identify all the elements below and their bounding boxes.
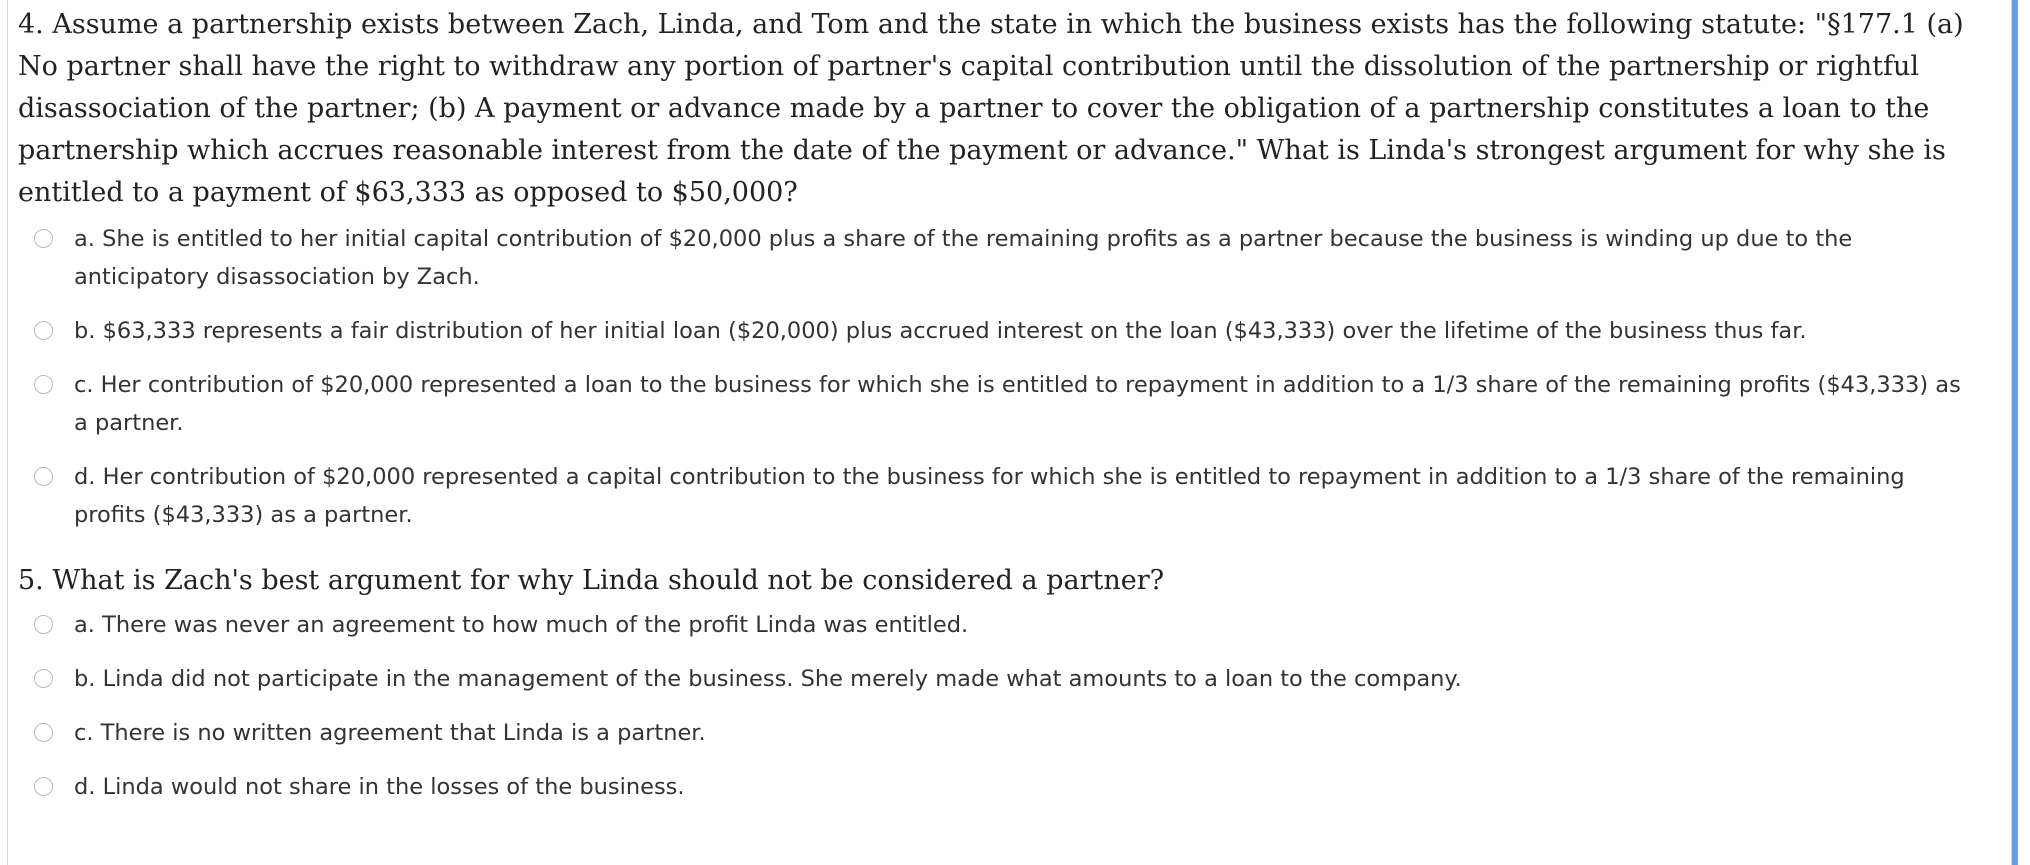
option-label: c. Her contribution of $20,000 represented a loan to the business for which she is entitled to repayment in addition to a 1/3 share of the remaining profits ($43,333) as a partner. bbox=[74, 372, 1961, 436]
radio-button[interactable] bbox=[34, 375, 53, 394]
radio-button[interactable] bbox=[34, 321, 53, 340]
question-4-option-a[interactable] bbox=[18, 220, 1998, 296]
option-label: c. There is no written agreement that Linda is a partner. bbox=[74, 720, 706, 746]
scrollbar-accent bbox=[2012, 0, 2018, 865]
radio-button[interactable] bbox=[34, 777, 53, 796]
question-5-option-b[interactable] bbox=[18, 660, 1998, 698]
radio-button[interactable] bbox=[34, 467, 53, 486]
question-5-text: 5. What is Zach's best argument for why Linda should not be considered a partner? bbox=[18, 565, 1165, 596]
question-4-option-b[interactable] bbox=[18, 312, 1998, 350]
question-4-text: 4. Assume a partnership exists between Zach, Linda, and Tom and the state in which the business exists has the following statute: "§177.1 (a) No partner shall have the right to withdraw any portion of partner's capital contribution until the dissolution of the partnership or rightful disassociation of the partner; (b) A payment or advance made by a partner to cover the obligation of a partnership constitutes a loan to the partnership which accrues reasonable interest from the date of the payment or advance." What is Linda's strongest argument for why she is entitled to a payment of $63,333 as opposed to $50,000? bbox=[18, 9, 1964, 208]
question-5 bbox=[18, 560, 1998, 822]
question-5-option-c[interactable] bbox=[18, 714, 1998, 752]
question-5-option-d[interactable] bbox=[18, 768, 1998, 806]
question-4-options bbox=[18, 220, 1998, 534]
option-label: d. Her contribution of $20,000 represented a capital contribution to the business for which she is entitled to repayment in addition to a 1/3 share of the remaining profits ($43,333) as a partner. bbox=[74, 464, 1905, 528]
question-5-option-a[interactable] bbox=[18, 606, 1998, 644]
option-label: b. Linda did not participate in the management of the business. She merely made what amounts to a loan to the company. bbox=[74, 666, 1462, 692]
question-4-option-c[interactable] bbox=[18, 366, 1998, 442]
radio-button[interactable] bbox=[34, 723, 53, 742]
option-label: a. There was never an agreement to how much of the profit Linda was entitled. bbox=[74, 612, 969, 638]
option-label: d. Linda would not share in the losses of the business. bbox=[74, 774, 685, 800]
option-label: b. $63,333 represents a fair distribution of her initial loan ($20,000) plus accrued interest on the loan ($43,333) over the lifetime of the business thus far. bbox=[74, 318, 1807, 344]
radio-button[interactable] bbox=[34, 669, 53, 688]
question-5-options bbox=[18, 606, 1998, 806]
question-4 bbox=[18, 4, 1998, 550]
radio-button[interactable] bbox=[34, 229, 53, 248]
question-4-option-d[interactable] bbox=[18, 458, 1998, 534]
option-label: a. She is entitled to her initial capital contribution of $20,000 plus a share of the remaining profits as a partner because the business is winding up due to the anticipatory disassociation by Zach. bbox=[74, 226, 1853, 290]
radio-button[interactable] bbox=[34, 615, 53, 634]
